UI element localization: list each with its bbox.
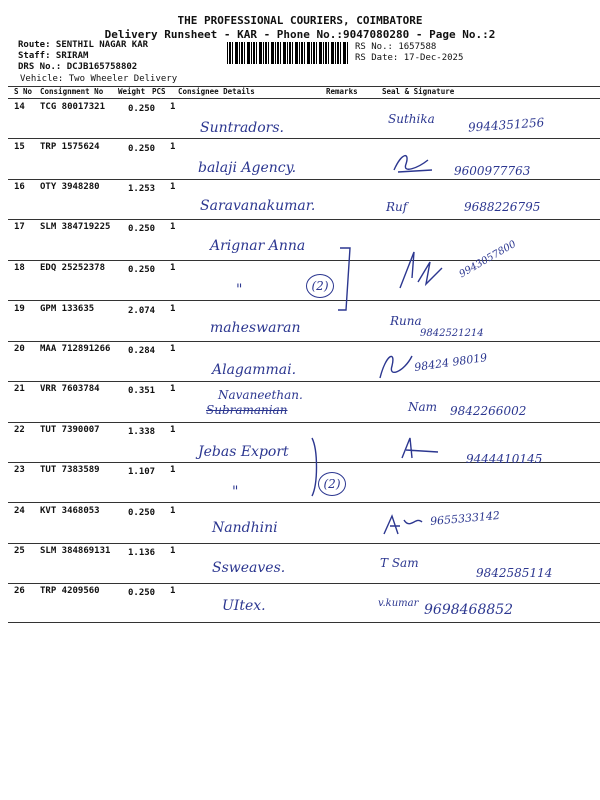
signature-name: v.kumar (378, 598, 419, 609)
row-consignment: SLM 384869131 (40, 546, 111, 556)
signature-phone: 9655333142 (429, 508, 501, 529)
col-consignee: Consignee Details (178, 87, 255, 96)
row-sno: 18 (14, 263, 25, 273)
consignee-handwritten: Alagammai. (212, 362, 297, 378)
row-divider (8, 219, 600, 220)
row-weight: 0.250 (128, 104, 156, 114)
row-pcs: 1 (170, 586, 176, 596)
row-pcs: 1 (170, 384, 176, 394)
row-weight: 0.250 (128, 588, 156, 598)
row-divider (8, 583, 600, 584)
signature-phone: 9842521214 (420, 328, 484, 339)
consignee-handwritten: Nandhini (212, 520, 278, 536)
signature-name: Nam (408, 400, 438, 414)
signature-scribble (394, 248, 454, 292)
row-weight: 0.351 (128, 386, 156, 396)
col-seal: Seal & Signature (382, 87, 455, 96)
signature-phone: 9688226795 (464, 200, 541, 214)
signature-phone: 9444410145 (466, 452, 543, 466)
row-weight: 0.250 (128, 265, 156, 275)
col-pcs: PCS (152, 87, 166, 96)
consignee-handwritten: UItex. (222, 598, 266, 614)
signature-phone: 9842266002 (450, 404, 527, 418)
row-pcs: 1 (170, 222, 176, 232)
row-sno: 26 (14, 586, 25, 596)
row-consignment: VRR 7603784 (40, 384, 100, 394)
row-divider (8, 622, 600, 623)
row-pcs: 1 (170, 506, 176, 516)
row-pcs: 1 (170, 102, 176, 112)
row-weight: 0.250 (128, 508, 156, 518)
signature-name: T Sam (380, 556, 419, 570)
signature-phone: 9842585114 (476, 566, 553, 580)
signature-scribble (388, 150, 438, 178)
row-weight: 1.107 (128, 467, 156, 477)
row-sno: 19 (14, 304, 25, 314)
row-sno: 21 (14, 384, 25, 394)
row-consignment: OTY 3948280 (40, 182, 100, 192)
row-sno: 22 (14, 425, 25, 435)
col-weight: Weight (118, 87, 146, 96)
row-sno: 16 (14, 182, 25, 192)
signature-name: Suthika (388, 112, 435, 126)
consignee-handwritten: Ssweaves. (212, 560, 286, 576)
signature-name: Ruf (386, 200, 408, 214)
row-divider (8, 502, 600, 503)
signature-phone: 9698468852 (424, 602, 514, 618)
row-consignment: TRP 4209560 (40, 586, 100, 596)
row-pcs: 1 (170, 425, 176, 435)
signature-phone: 9943057800 (457, 238, 519, 281)
row-pcs: 1 (170, 182, 176, 192)
row-consignment: MAA 712891266 (40, 344, 111, 354)
row-weight: 0.284 (128, 346, 156, 356)
remark-circled: (2) (318, 472, 346, 496)
row-consignment: SLM 384719225 (40, 222, 111, 232)
staff-label: Staff: SRIRAM (18, 51, 89, 61)
consignee-ditto: " (232, 484, 239, 500)
consignee-handwritten: Arignar Anna (210, 238, 306, 254)
row-consignment: GPM 133635 (40, 304, 95, 314)
row-weight: 2.074 (128, 306, 156, 316)
consignee-handwritten: Jebas Export (198, 444, 289, 460)
signature-scribble (398, 434, 442, 464)
consignee-ditto: " (236, 282, 243, 298)
barcode (227, 42, 349, 64)
row-pcs: 1 (170, 546, 176, 556)
signature-scribble (380, 510, 426, 538)
bracket-mark (336, 244, 358, 314)
row-sno: 15 (14, 142, 25, 152)
consignee-struck: Subramanian (206, 403, 288, 417)
row-divider (8, 341, 600, 342)
row-divider (8, 422, 600, 423)
row-divider (8, 179, 600, 180)
col-remarks: Remarks (326, 87, 358, 96)
remark-circled: (2) (306, 274, 334, 298)
row-pcs: 1 (170, 263, 176, 273)
signature-phone: 9944351256 (467, 115, 545, 135)
row-sno: 23 (14, 465, 25, 475)
signature-phone: 98424 98019 (413, 350, 489, 375)
vehicle-label: Vehicle: Two Wheeler Delivery (20, 74, 178, 84)
signature-name: Runa (390, 314, 422, 328)
consignee-handwritten: Navaneethan. (218, 388, 303, 402)
row-sno: 17 (14, 222, 25, 232)
row-consignment: TUT 7383589 (40, 465, 100, 475)
col-sno: S No (14, 87, 33, 96)
row-sno: 24 (14, 506, 25, 516)
drs-label: DRS No.: DCJB165758802 (18, 62, 138, 72)
row-consignment: TRP 1575624 (40, 142, 100, 152)
row-sno: 20 (14, 344, 25, 354)
runsheet-subtitle: Delivery Runsheet - KAR - Phone No.:9047080280 - Page No.:2 (104, 28, 496, 41)
signature-scribble (376, 348, 416, 382)
signature-phone: 9600977763 (454, 164, 531, 178)
row-pcs: 1 (170, 142, 176, 152)
row-divider (8, 543, 600, 544)
row-weight: 0.250 (128, 144, 156, 154)
row-pcs: 1 (170, 465, 176, 475)
row-divider (8, 381, 600, 382)
row-consignment: TUT 7390007 (40, 425, 100, 435)
company-title: THE PROFESSIONAL COURIERS, COIMBATORE (177, 14, 423, 27)
route-label: Route: SENTHIL NAGAR KAR (18, 40, 149, 50)
row-divider (8, 260, 600, 261)
consignee-handwritten: maheswaran (210, 320, 301, 336)
consignee-handwritten: Saravanakumar. (200, 198, 316, 214)
row-consignment: EDQ 25252378 (40, 263, 106, 273)
row-divider (8, 300, 600, 301)
row-pcs: 1 (170, 344, 176, 354)
row-divider (8, 138, 600, 139)
row-sno: 14 (14, 102, 25, 112)
row-weight: 1.136 (128, 548, 156, 558)
row-consignment: KVT 3468053 (40, 506, 100, 516)
row-sno: 25 (14, 546, 25, 556)
col-consignment: Consignment No (40, 87, 104, 96)
row-weight: 0.250 (128, 224, 156, 234)
rs-number: RS No.: 1657588 (355, 42, 437, 52)
row-weight: 1.253 (128, 184, 156, 194)
consignee-handwritten: balaji Agency. (198, 160, 297, 176)
row-pcs: 1 (170, 304, 176, 314)
rs-date: RS Date: 17-Dec-2025 (355, 53, 464, 63)
row-consignment: TCG 80017321 (40, 102, 106, 112)
header-bottom-line (8, 98, 600, 99)
row-weight: 1.338 (128, 427, 156, 437)
consignee-handwritten: Suntradors. (200, 120, 285, 136)
